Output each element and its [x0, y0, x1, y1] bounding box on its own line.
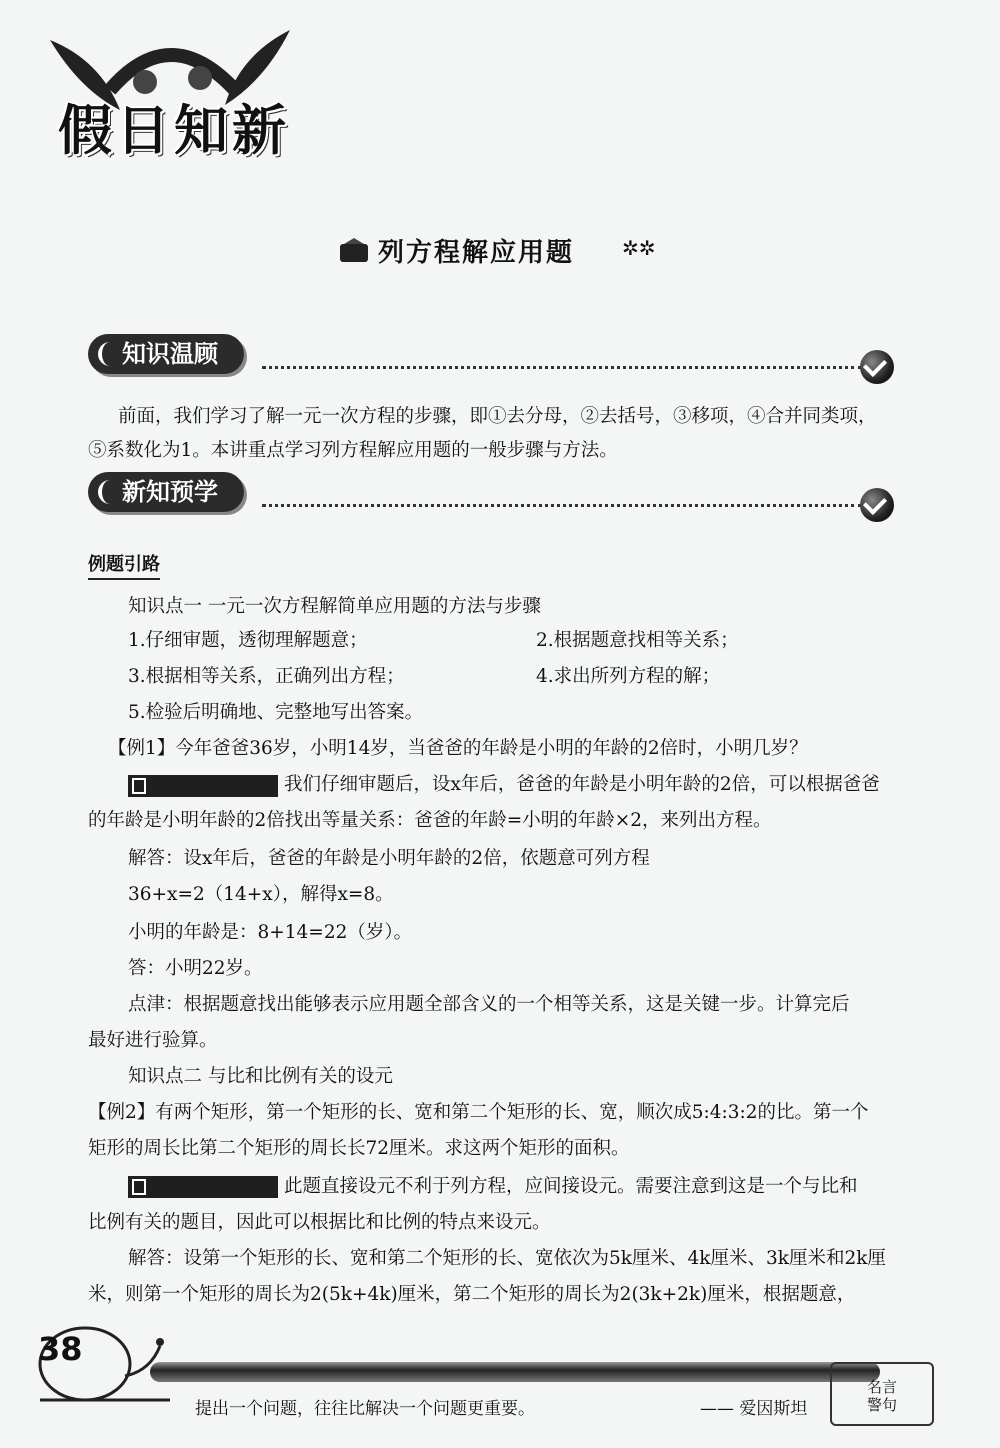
step-item: 5.检验后明确地、完整地写出答案。: [128, 702, 424, 723]
solution-text-line: 解答：设第一个矩形的长、宽和第二个矩形的长、宽依次为5k厘米、4k厘米、3k厘米和2k厘: [128, 1248, 886, 1269]
step-item: 3.根据相等关系，正确列出方程；: [128, 666, 405, 687]
step-item: 2.根据题意找相等关系；: [536, 630, 739, 651]
footer-bar: [150, 1362, 880, 1382]
example-question: 【例1】今年爸爸36岁，小明14岁，当爸爸的年龄是小明的年龄的2倍时，小明几岁？: [108, 738, 808, 759]
logo-text: 假日知新: [58, 99, 290, 162]
example-guide-tag: 例题引路: [88, 550, 160, 580]
section-tab-label: 新知预学: [122, 478, 218, 506]
section-tab-preview: [88, 472, 244, 512]
solution-text-line: 米，则第一个矩形的周长为2(5k+4k)厘米，第二个矩形的周长为2(3k+2k)厘米，根据题意，: [88, 1284, 856, 1305]
example-question: 【例2】有两个矩形，第一个矩形的长、宽和第二个矩形的长、宽，顺次成5:4:3:2的比。第一个: [88, 1102, 869, 1123]
note-text-line: 点津：根据题意找出能够表示应用题全部含义的一个相等关系，这是关键一步。计算完后: [128, 994, 850, 1015]
analysis-text-line: 此题直接设元不利于列方程，应间接设元。需要注意到这是一个与比和: [284, 1176, 858, 1197]
solution-text-line: 解答：设x年后，爸爸的年龄是小明年龄的2倍，依题意可列方程: [128, 848, 650, 869]
arrow-icon: [254, 778, 266, 794]
note-text-line: 最好进行验算。: [88, 1030, 218, 1051]
play-icon: [132, 778, 146, 794]
knowledge-point-heading: 知识点一 一元一次方程解简单应用题的方法与步骤: [128, 596, 541, 617]
analysis-text-line: 的年龄是小明年龄的2倍找出等量关系：爸爸的年龄=小明的年龄×2，来列出方程。: [88, 810, 772, 831]
check-ball-icon: [860, 488, 894, 522]
book-icon: [338, 236, 370, 266]
page-number: 38: [38, 1330, 83, 1368]
stars-icon: ✲✲: [622, 236, 656, 260]
analysis-text-line: 比例有关的题目，因此可以根据比和比例的特点来设元。: [88, 1212, 551, 1233]
dotted-divider: [262, 366, 862, 369]
example-question: 矩形的周长比第二个矩形的周长长72厘米。求这两个矩形的面积。: [88, 1138, 630, 1159]
check-ball-icon: [860, 350, 894, 384]
solution-text-line: 小明的年龄是：8+14=22（岁）。: [128, 922, 413, 943]
section-tab-label: 知识温顾: [122, 340, 218, 368]
quote-badge: [830, 1362, 934, 1426]
lesson-title: 列方程解应用题: [378, 238, 575, 268]
dotted-divider: [262, 504, 862, 507]
step-item: 4.求出所列方程的解；: [536, 666, 721, 687]
footer-author: —— 爱因斯坦: [700, 1399, 808, 1419]
solution-text-line: 36+x=2（14+x），解得x=8。: [128, 884, 394, 905]
quote-badge-label: 名言警句: [866, 1378, 897, 1414]
section-tab-review: [88, 334, 244, 374]
knowledge-point-heading: 知识点二 与比和比例有关的设元: [128, 1066, 393, 1087]
footer-quote: 提出一个问题，往往比解决一个问题更重要。: [195, 1399, 535, 1419]
analysis-text-line: 我们仔细审题后，设x年后，爸爸的年龄是小明年龄的2倍，可以根据爸爸: [284, 774, 880, 795]
review-text-line: ⑤系数化为1。本讲重点学习列方程解应用题的一般步骤与方法。: [88, 440, 618, 461]
play-icon: [132, 1179, 146, 1195]
arrow-icon: [254, 1179, 266, 1195]
solution-text-line: 答：小明22岁。: [128, 958, 263, 979]
review-text-line: 前面，我们学习了解一元一次方程的步骤，即①去分母，②去括号，③移项，④合并同类项，: [118, 406, 877, 427]
step-item: 1.仔细审题，透彻理解题意；: [128, 630, 368, 651]
